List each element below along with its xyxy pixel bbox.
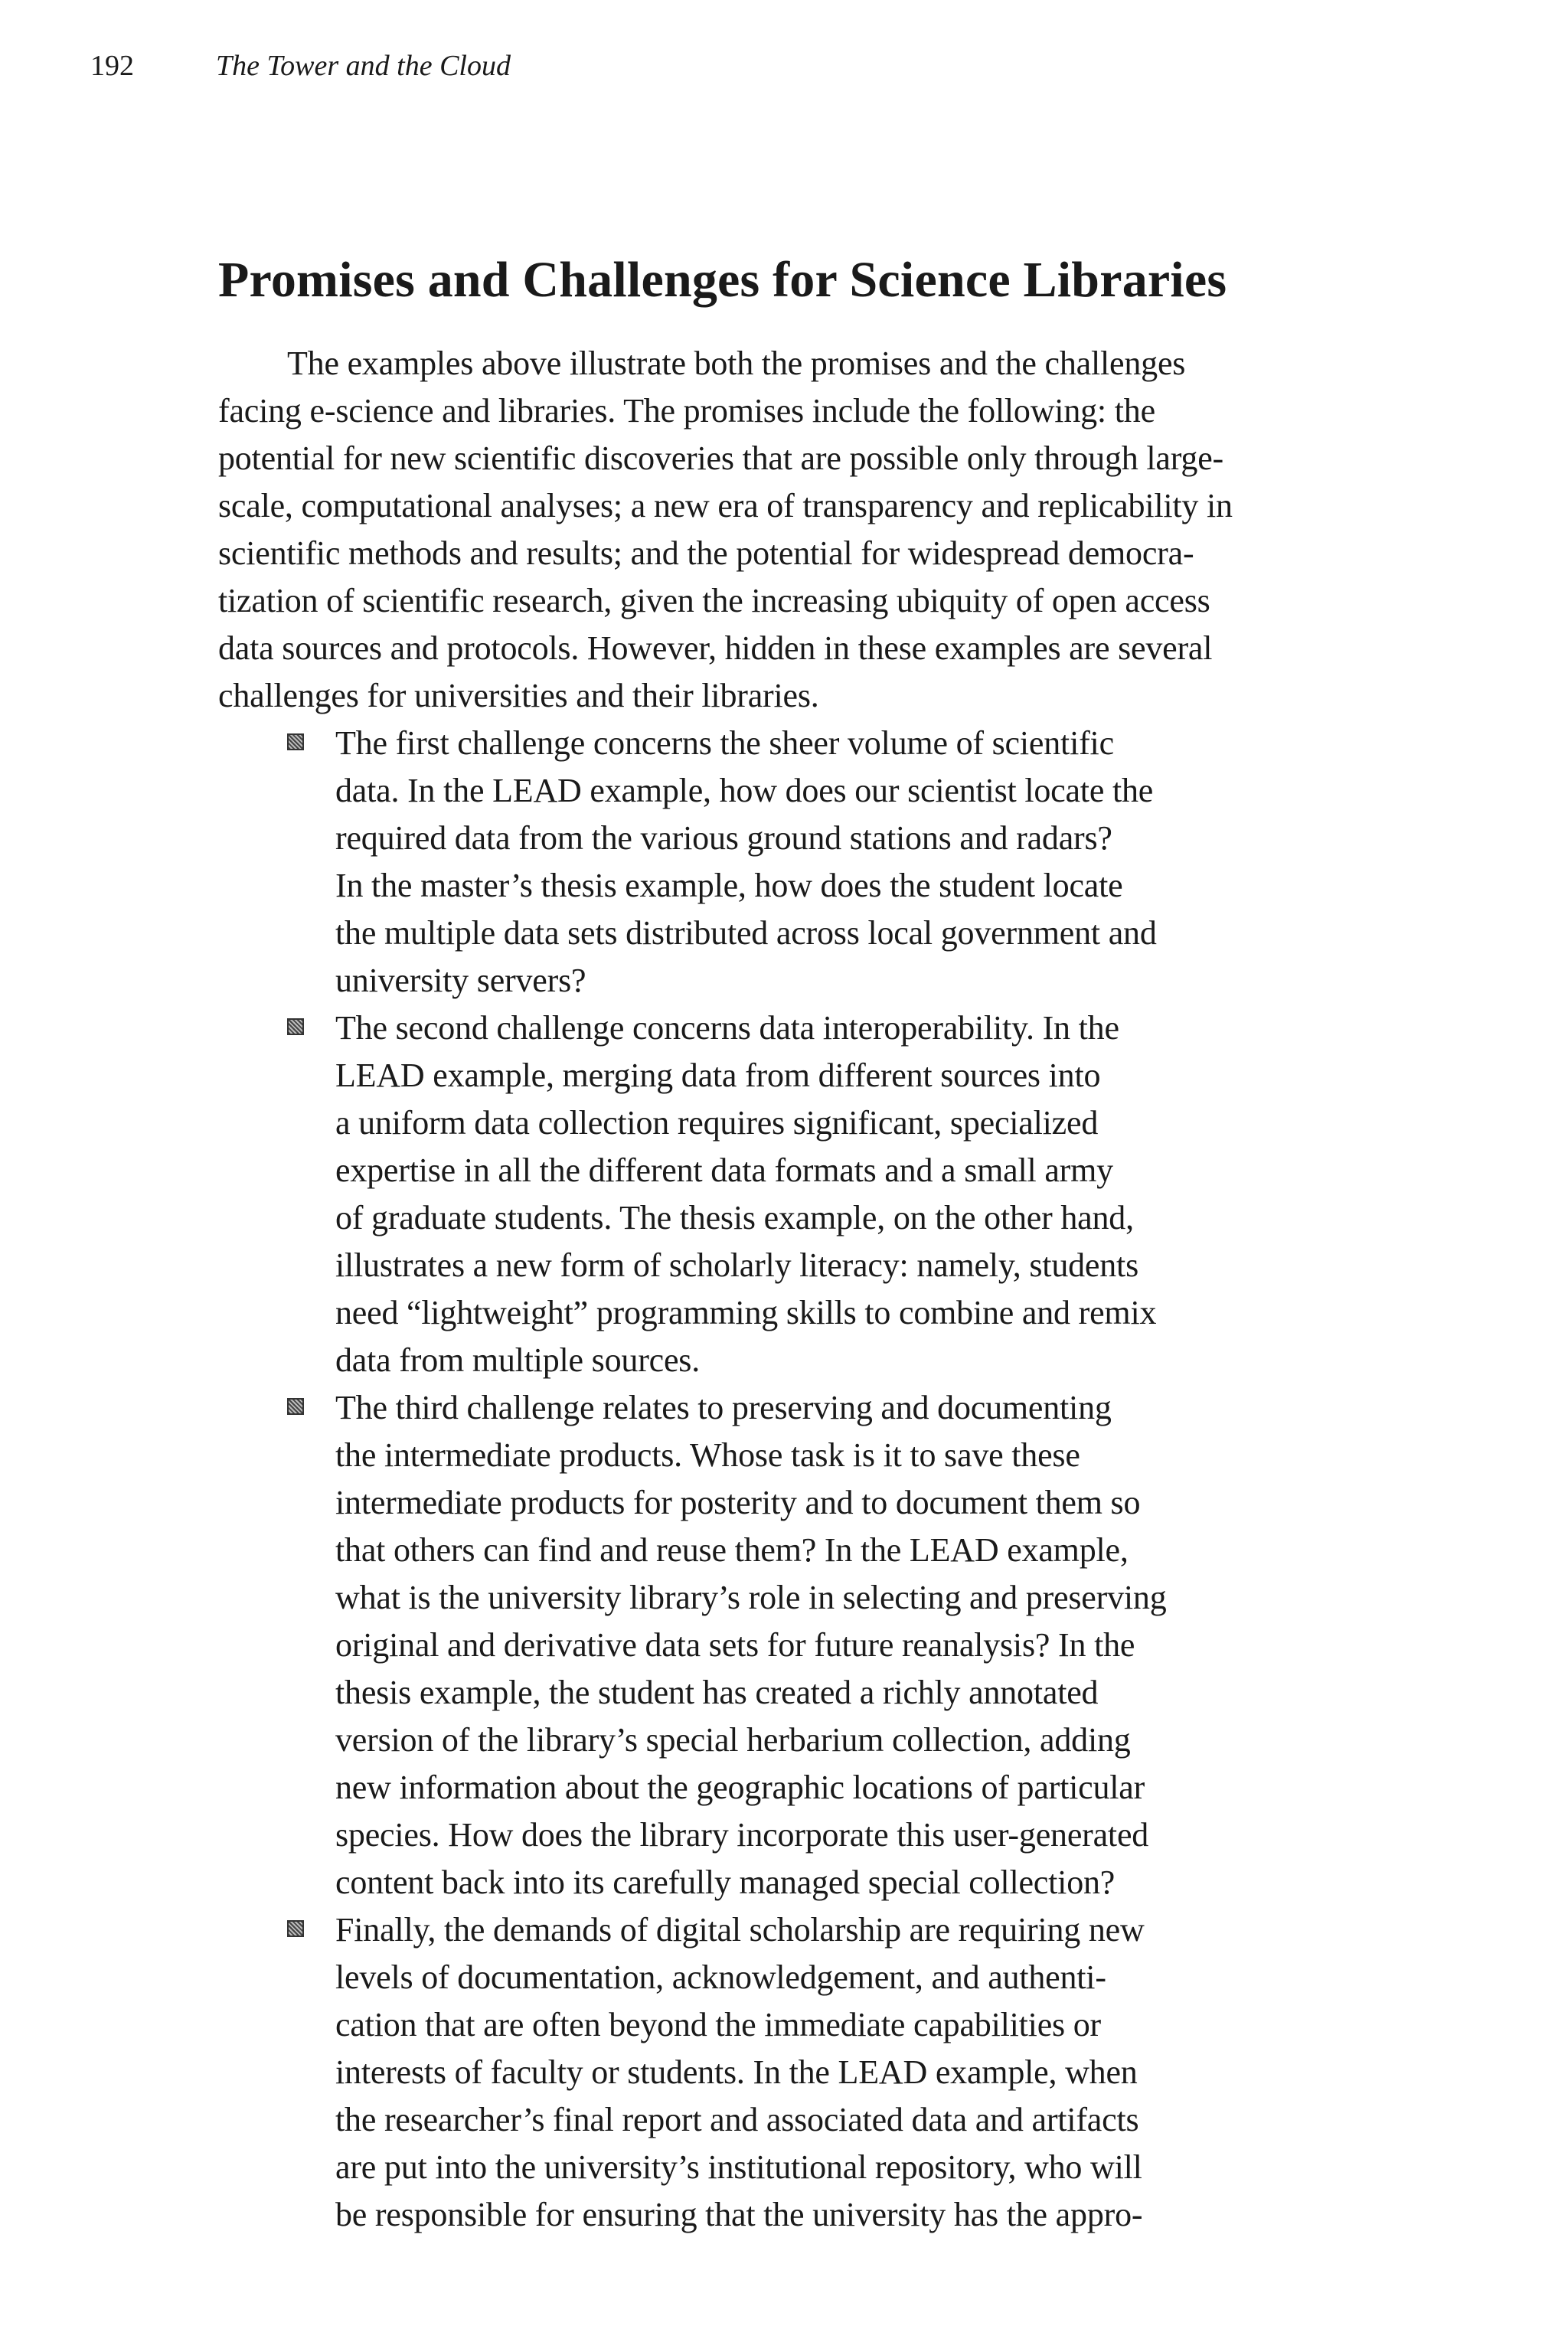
bullet-line: the intermediate products. Whose task is it to save these <box>335 1436 1080 1474</box>
bullet-line: what is the university library’s role in selecting and preserving <box>335 1579 1167 1616</box>
intro-paragraph <box>218 340 1351 720</box>
bullet-square-icon <box>287 1398 304 1415</box>
paragraph-line: tization of scientific research, given the increasing ubiquity of open access <box>218 582 1210 619</box>
bullet-line: that others can find and reuse them? In the LEAD example, <box>335 1531 1129 1569</box>
bullet-line: new information about the geographic locations of particular <box>335 1769 1145 1806</box>
bullet-line: The second challenge concerns data interoperability. In the <box>335 1009 1119 1047</box>
bullet-line: intermediate products for posterity and to document them so <box>335 1484 1141 1521</box>
bullet-item-preservation <box>218 1384 1351 1906</box>
paragraph-line: potential for new scientific discoveries that are possible only through large- <box>218 439 1223 477</box>
bullet-line: the multiple data sets distributed across local government and <box>335 914 1157 952</box>
bullet-line: cation that are often beyond the immediate capabilities or <box>335 2006 1102 2043</box>
bullet-square-icon <box>287 1018 304 1035</box>
bullet-line: data. In the LEAD example, how does our scientist locate the <box>335 772 1154 809</box>
bullet-line: LEAD example, merging data from different sources into <box>335 1057 1101 1094</box>
section-title: Promises and Challenges for Science Libraries <box>218 252 1227 308</box>
running-head <box>90 47 511 84</box>
bullet-line: interests of faculty or students. In the LEAD example, when <box>335 2053 1138 2091</box>
body-text <box>218 340 1351 2239</box>
paragraph-line: scale, computational analyses; a new era of transparency and replicability in <box>218 487 1233 524</box>
paragraph-line: data sources and protocols. However, hidden in these examples are several <box>218 629 1213 667</box>
paragraph-line: The examples above illustrate both the promises and the challenges <box>287 345 1186 382</box>
bullet-line: levels of documentation, acknowledgement, and authenti- <box>335 1958 1106 1996</box>
bullet-square-icon <box>287 733 304 750</box>
bullet-item-documentation <box>218 1906 1351 2239</box>
bullet-line: the researcher’s final report and associated data and artifacts <box>335 2101 1139 2138</box>
bullet-line: version of the library’s special herbarium collection, adding <box>335 1721 1131 1759</box>
bullet-line: are put into the university’s institutional repository, who will <box>335 2148 1142 2186</box>
bullet-line: data from multiple sources. <box>335 1341 701 1379</box>
bullet-line: required data from the various ground stations and radars? <box>335 819 1112 857</box>
paragraph-line: challenges for universities and their libraries. <box>218 677 819 714</box>
bullet-line: original and derivative data sets for future reanalysis? In the <box>335 1626 1135 1664</box>
bullet-item-interoperability <box>218 1004 1351 1384</box>
bullet-item-volume <box>218 720 1351 1004</box>
bullet-line: a uniform data collection requires significant, specialized <box>335 1104 1099 1142</box>
paragraph-line: facing e-science and libraries. The promises include the following: the <box>218 392 1155 430</box>
bullet-line: thesis example, the student has created a richly annotated <box>335 1674 1099 1711</box>
bullet-line: species. How does the library incorporate this user-generated <box>335 1816 1149 1854</box>
bullet-line: expertise in all the different data formats and a small army <box>335 1152 1113 1189</box>
bullet-line: be responsible for ensuring that the university has the appro- <box>335 2196 1143 2233</box>
bullet-line: Finally, the demands of digital scholarship are requiring new <box>335 1911 1145 1949</box>
bullet-line: need “lightweight” programming skills to combine and remix <box>335 1294 1157 1331</box>
page-number: 192 <box>90 50 134 82</box>
book-title: The Tower and the Cloud <box>216 50 511 82</box>
bullet-square-icon <box>287 1920 304 1937</box>
bullet-line: content back into its carefully managed special collection? <box>335 1864 1116 1901</box>
paragraph-line: scientific methods and results; and the potential for widespread democra- <box>218 534 1194 572</box>
bullet-line: of graduate students. The thesis example, on the other hand, <box>335 1199 1134 1236</box>
bullet-line: The third challenge relates to preserving and documenting <box>335 1389 1112 1426</box>
bullet-line: university servers? <box>335 962 586 999</box>
bullet-line: illustrates a new form of scholarly literacy: namely, students <box>335 1246 1138 1284</box>
bullet-line: The first challenge concerns the sheer volume of scientific <box>335 724 1114 762</box>
bullet-line: In the master’s thesis example, how does the student locate <box>335 867 1123 904</box>
